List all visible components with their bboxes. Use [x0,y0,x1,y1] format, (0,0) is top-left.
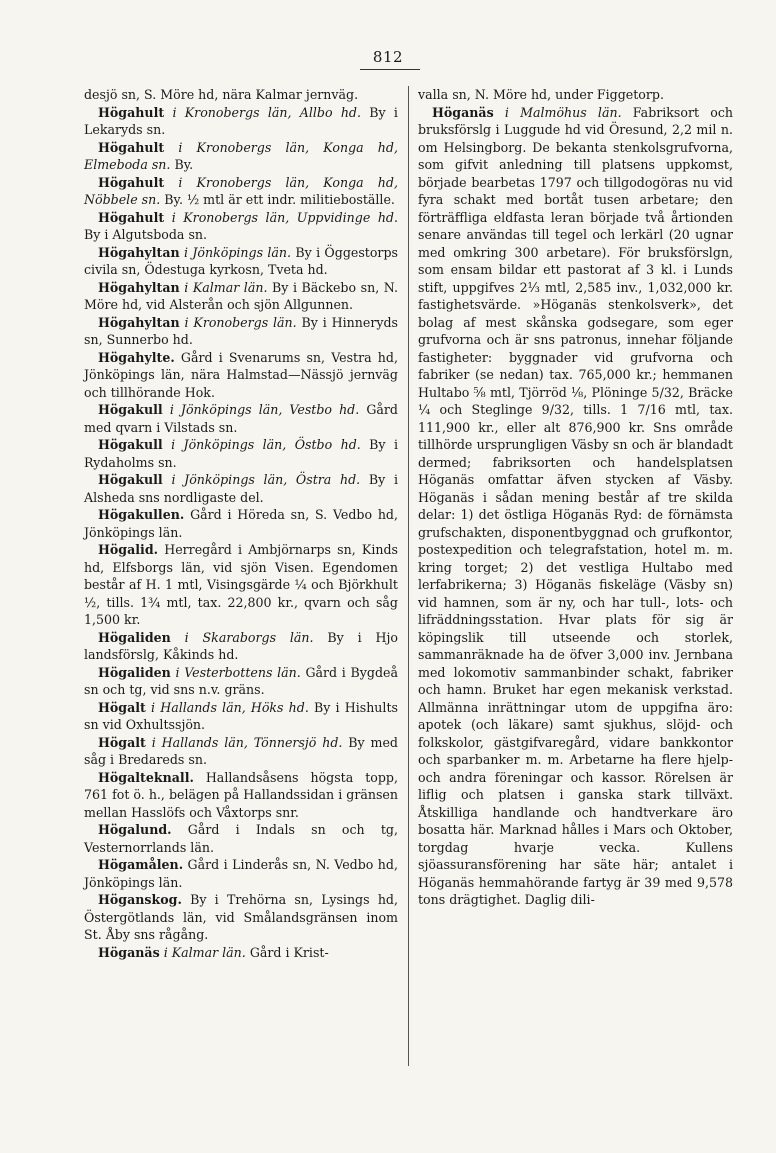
dictionary-entry [84,856,398,891]
entry-text: By i Öggestorps civila sn, Ödestuga kyrkosn, Tveta hd. [84,244,398,277]
entry-text: Gård i Bygdeå sn och tg, vid sns n.v. gräns. [84,664,398,697]
entry-headword: Högahult [98,209,165,225]
entry-text: By i Hinneryds sn, Sunnerbo hd. [84,314,398,347]
dictionary-entry [84,401,398,436]
entry-headword: Högahyltan [98,279,180,295]
entry-location: i Vesterbottens län. [175,664,301,680]
entry-headword: Högalt [98,734,146,750]
page-number: 812 [372,48,404,66]
entry-text: Gård i Höreda sn, S. Vedbo hd, Jönköpings län. [84,507,398,540]
entry-location: i Kalmar län. [184,279,268,295]
entry-headword: Högaliden [98,664,171,680]
entry-location: i Malmöhus län. [504,104,622,120]
entry-headword: Högahyltan [98,244,180,260]
entry-text: By i Trehörna sn, Lysings hd, Östergötlands län, vid Smålandsgränsen inom St. Åby sns rågång. [84,892,398,942]
left-column [84,86,398,961]
entry-text: Gård i Indals sn och tg, Vesternorrlands län. [84,822,398,855]
dictionary-entry [84,174,398,209]
dictionary-entry [84,629,398,664]
dictionary-entry [418,86,733,104]
column-divider [408,86,409,1066]
dictionary-entry [84,541,398,629]
entry-location: i Hallands län, Höks hd. [151,699,309,715]
entry-location: i Jönköpings län, Östra hd. [171,472,361,487]
entry-location: i Jönköpings län. [184,244,292,260]
entry-headword: Högaliden [98,629,171,645]
entry-text: Gård med qvarn i Vilstads sn. [84,402,398,435]
dictionary-entry [84,349,398,402]
dictionary-entry [84,86,398,104]
entry-text: By i Hjo landsförslg, Kåkinds hd. [84,629,398,662]
entry-headword: Högalteknall. [98,769,194,785]
entry-text: By. [174,157,194,172]
dictionary-entry [84,104,398,139]
entry-headword: Högakull [98,472,163,487]
entry-headword: Högahyltan [98,314,180,330]
entry-text: Fabriksort och bruksförslg i Luggude hd vid Öresund, 2,2 mil n. om Helsingborg. De bekanta stenkolsgrufvorna, som gifvit anledning till platsens uppkomst, började bearbetas 1797 och tillgodogöras nu vid fyra schakt med bortåt tusen arbetare; den förträffliga eldfasta leran började två årtionden senare användas till tegel och lerkärl (20 ugnar med omkring 300 arbetare). För bruksförslgn, som ensam bildar ett pastorat af 3 kl. i Lunds stift, uppgifves 2⅓ mtl, 2,585 inv., 1,032,000 kr. fastighetsvärde. »Höganäs stenkolsverk», det bolag af mest skånska godsegare, som eger grufvorna och är sns patronus, innehar följande fastigheter: byggnader vid grufvorna och fabriker (se nedan) tax. 765,000 kr.; hemmanen Hultabo ⅝ mtl, Tjörröd ⅛, Plöninge 5/32, Bräcke ¼ och Steglinge 9/32, tills. 1 7/16 mtl, tax. 111,900 kr., eller alt 876,900 kr. Sns område tillhörde ursprungligen Väsby sn och är blandadt dermed; fabriksorten och handelsplatsen Höganäs omfattar äfven stycken af Väsby. Höganäs i sådan mening består af tre skilda delar: 1) det östliga Höganäs Ryd: de förnämsta grufschakten, disponentbyggnad och grufkontor, postexpedition och telegrafstation, hotel m. m. kring torget; 2) det vestliga Hultabo med lerfabrikerna; 3) Höganäs fiskeläge (Väsby sn) vid hamnen, som är ny, och har tull-, lots- och lifräddningsstation. Hvar plats för sig är köpingslik till utseende och storlek, sammanräknade ha de öfver 3,000 inv. Jernbana med lokomotiv sammanbinder schakt, fabriker och hamn. Bruket har egen mekanisk verkstad. Allmänna inrättningar utom de uppgifna äro: apotek (och läkare) samt sjukhus, slöjd- och folkskolor, gästgifvaregård, vidare bankkontor och sparbanker m. m. Arbetarne ha flere hjelp- och andra föreningar och kassor. Rörelsen är liflig och platsen i ganska stark tillväxt. Åtskilliga handlande och handtverkare äro bosatta här. Marknad hålles i Mars och Oktober, torgdag hvarje vecka. Kullens sjöassuransförening har säte här; antalet i Höganäs hemmahörande fartyg är 39 med 9,578 tons drägtighet. Daglig dili- [418,104,733,907]
right-column [418,86,733,909]
dictionary-entry [84,734,398,769]
entry-text: By i Algutsboda sn. [84,227,208,242]
entry-text: By. ½ mtl är ett indr. militieboställe. [164,192,395,207]
dictionary-entry [84,944,398,962]
dictionary-entry [84,891,398,944]
dictionary-entry [84,821,398,856]
dictionary-entry [84,436,398,471]
entry-text: desjö sn, S. Möre hd, nära Kalmar jernväg. [84,87,359,102]
dictionary-entry [84,209,398,244]
entry-location: i Skaraborgs län. [184,629,314,645]
entry-location: i Kronobergs län, Allbo hd. [172,104,361,120]
entry-text: By i Alsheda sns nordligaste del. [84,472,398,505]
entry-headword: Högakull [98,402,163,417]
header-rule [360,69,420,70]
entry-text: By i Hishults sn vid Oxhultssjön. [84,699,398,732]
entry-text: Herregård i Ambjörnarps sn, Kinds hd, Elfsborgs län, vid sjön Visen. Egendomen består af H. 1 mtl, Visingsgärde ¼ och Björkhult ½, tills. 1¾ mtl, tax. 22,800 kr., qvarn och såg 1,500 kr. [84,542,398,627]
entry-location: i Hallands län, Tönnersjö hd. [151,734,343,750]
entry-text: Hallandsåsens högsta topp, 761 fot ö. h., belägen på Hallandssidan i gränsen mellan Hasslöfs och Våxtorps snr. [84,769,398,820]
entry-text: valla sn, N. Möre hd, under Figgetorp. [418,87,664,102]
entry-location: i Kronobergs län. [184,314,297,330]
dictionary-entry [84,506,398,541]
dictionary-entry [84,139,398,174]
entry-text: By i Lekaryds sn. [84,104,398,137]
entry-location: i Kalmar län. [163,944,246,960]
entry-text: Gård i Krist- [249,944,329,960]
dictionary-entry [84,314,398,349]
entry-headword: Höganäs [432,104,494,120]
entry-headword: Höganäs [98,944,160,960]
entry-headword: Högakull [98,437,163,452]
entry-headword: Högalund. [98,822,172,837]
dictionary-entry [84,664,398,699]
entry-text: Gård i Svenarums sn, Vestra hd, Jönköpings län, nära Halmstad—Nässjö jernväg och tillhörande Hok. [84,349,398,400]
entry-location: i Kronobergs län, Konga hd, Elmeboda sn. [84,139,398,172]
dictionary-entry [84,471,398,506]
dictionary-entry [84,699,398,734]
entry-headword: Högahult [98,139,165,155]
entry-headword: Högahult [98,104,165,120]
entry-location: i Kronobergs län, Uppvidinge hd. [171,209,398,225]
entry-text: By i Bäckebo sn, N. Möre hd, vid Alsterån och sjön Allgunnen. [84,279,398,312]
entry-text: By med såg i Bredareds sn. [84,734,398,767]
entry-headword: Höganskog. [98,892,182,907]
entry-location: i Jönköpings län, Östbo hd. [171,437,361,452]
entry-text: Gård i Linderås sn, N. Vedbo hd, Jönköpings län. [84,857,398,890]
entry-headword: Högalid. [98,542,159,557]
entry-location: i Kronobergs län, Konga hd, Nöbbele sn. [84,174,398,207]
dictionary-entry [84,244,398,279]
entry-headword: Högalt [98,699,146,715]
dictionary-entry [84,279,398,314]
entry-headword: Högahult [98,174,165,190]
dictionary-entry [418,104,733,909]
entry-location: i Jönköpings län, Vestbo hd. [169,402,360,417]
entry-headword: Högakullen. [98,507,185,522]
entry-text: By i Rydaholms sn. [84,437,398,470]
entry-headword: Högahylte. [98,349,175,365]
dictionary-entry [84,769,398,822]
entry-headword: Högamålen. [98,857,184,872]
